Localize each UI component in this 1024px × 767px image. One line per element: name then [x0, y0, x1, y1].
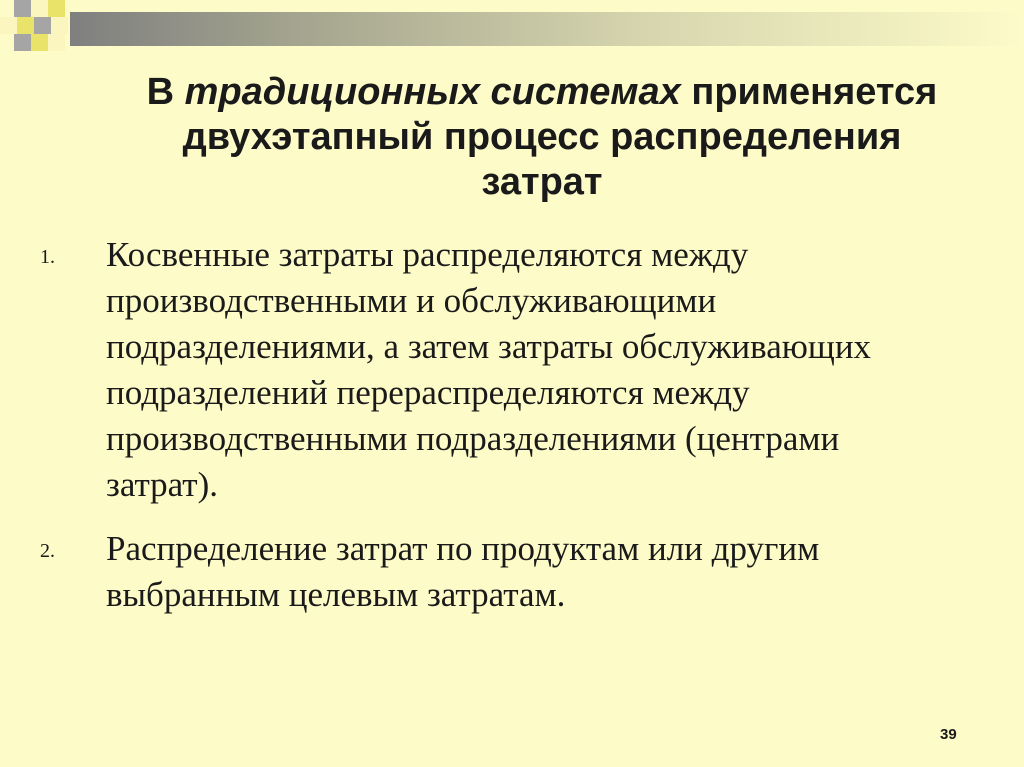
title-line-2: двухэтапный процесс распределения: [182, 116, 902, 158]
deco-square: [34, 17, 51, 34]
deco-square: [14, 0, 31, 17]
deco-square: [31, 0, 48, 17]
gradient-band: [70, 12, 1024, 46]
text-line: Распределение затрат по продуктам или другим: [106, 529, 820, 568]
title-rest: применяется: [680, 71, 938, 113]
deco-square: [14, 34, 31, 51]
deco-square: [51, 17, 68, 34]
list-item-number: 2.: [40, 540, 55, 562]
title-line-1: [60, 70, 1024, 115]
list-item-text: [106, 526, 1006, 618]
text-line: выбранным целевым затратам.: [106, 575, 566, 614]
header-decoration: [0, 0, 1024, 56]
list-item: [0, 526, 1024, 618]
slide-title: [60, 70, 1024, 205]
list-item-number: 1.: [40, 246, 55, 268]
text-line: Косвенные затраты распределяются между: [106, 235, 749, 274]
deco-square: [48, 0, 65, 17]
deco-square: [0, 17, 17, 34]
deco-square: [17, 17, 34, 34]
text-line: подразделений перераспределяются между: [106, 373, 750, 412]
text-line: производственными и обслуживающими: [106, 281, 717, 320]
title-lead: В: [146, 71, 185, 113]
numbered-list: [0, 232, 1024, 636]
title-emphasis: традиционных системах: [184, 71, 681, 113]
page-number: 39: [940, 726, 957, 743]
text-line: подразделениями, а затем затраты обслуживающих: [106, 327, 872, 366]
deco-square: [31, 34, 48, 51]
deco-square: [48, 34, 65, 51]
text-line: производственными подразделениями (центрами: [106, 419, 840, 458]
list-item: [0, 232, 1024, 508]
text-line: затрат).: [106, 465, 219, 504]
title-line-3: затрат: [481, 161, 603, 203]
list-item-text: [106, 232, 1006, 508]
